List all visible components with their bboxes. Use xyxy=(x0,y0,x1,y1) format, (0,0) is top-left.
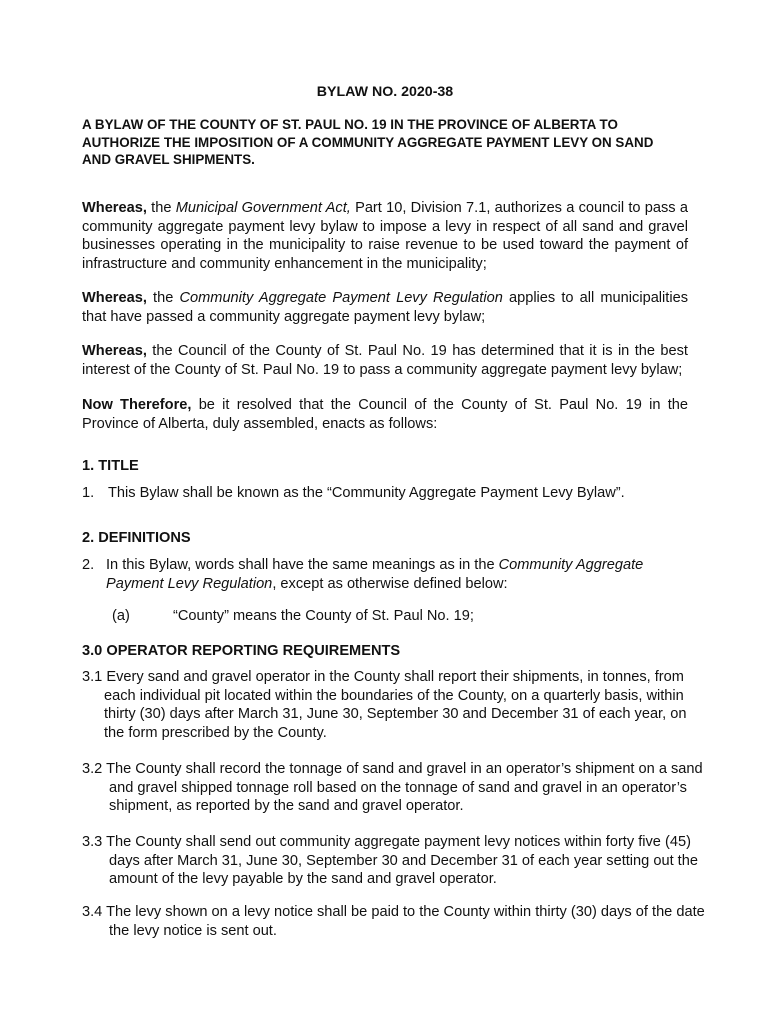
section-2-item xyxy=(82,556,672,593)
definition-a xyxy=(112,608,474,624)
recital-1-text: Part 10, Division 7.1, authorizes a council to pass a community aggregate payment levy bylaw to impose a levy in respect of all sand and gravel businesses operating in the municipality to raise revenue to be used toward the payment of infrastructure and community enhancement in the municipality; xyxy=(82,200,688,272)
recital-2 xyxy=(82,289,688,326)
section-2-heading: 2. DEFINITIONS xyxy=(82,530,191,546)
section-2-text xyxy=(106,556,672,593)
recital-2-pre: the xyxy=(146,290,180,306)
definition-a-text: “County” means the County of St. Paul No. 19; xyxy=(173,608,474,624)
section-3-4: 3.4 The levy shown on a levy notice shall be paid to the County within thirty (30) days of the date the levy notice is sent out. xyxy=(82,904,705,939)
section-2-pre: In this Bylaw, words shall have the same meanings as in the xyxy=(106,557,499,573)
recital-4-lead: Now Therefore, xyxy=(82,397,192,413)
recital-1 xyxy=(82,199,688,273)
section-1-text: This Bylaw shall be known as the “Community Aggregate Payment Levy Bylaw”. xyxy=(108,485,625,501)
recital-4 xyxy=(82,396,688,433)
recital-3-text: the Council of the County of St. Paul No. 19 has determined that it is in the best interest of the County of St. Paul No. 19 to pass a community aggregate payment levy bylaw; xyxy=(82,343,688,378)
section-2-regulation: Community Aggregate Payment Levy Regulation xyxy=(106,557,644,592)
section-3-heading: 3.0 OPERATOR REPORTING REQUIREMENTS xyxy=(82,643,401,659)
recital-1-act: Municipal Government Act, xyxy=(175,200,351,216)
definition-a-label: (a) xyxy=(112,608,130,624)
section-1-item xyxy=(82,484,692,503)
recital-2-regulation: Community Aggregate Payment Levy Regulation xyxy=(179,290,503,306)
section-2-post: , except as otherwise defined below: xyxy=(272,575,508,592)
section-1-heading: 1. TITLE xyxy=(82,458,139,474)
bylaw-subtitle: A BYLAW OF THE COUNTY OF ST. PAUL NO. 19 IN THE PROVINCE OF ALBERTA TO AUTHORIZE THE IMPOSITION OF A COMMUNITY AGGREGATE PAYMENT LEVY ON SAND AND GRAVEL SHIPMENTS. xyxy=(82,117,654,168)
section-1-number: 1. xyxy=(82,485,95,501)
bylaw-title: BYLAW NO. 2020-38 xyxy=(316,84,454,100)
section-3-2: 3.2 The County shall record the tonnage of sand and gravel in an operator’s shipment on a sand and gravel shipped tonnage roll based on the tonnage of sand and gravel in an operator’s shipment, as reported by the sand and gravel operator. xyxy=(82,761,703,815)
recital-1-lead: Whereas, xyxy=(82,200,147,216)
recital-3 xyxy=(82,342,688,379)
section-3-1: 3.1 Every sand and gravel operator in the County shall report their shipments, in tonnes, from each individual pit located within the boundaries of the County, on a quarterly basis, within thirty (30) days after March 31, June 30, September 30 and December 31 of each year, on the form prescribed by the County. xyxy=(82,669,687,741)
recital-3-lead: Whereas, xyxy=(82,343,147,359)
recital-1-pre: the xyxy=(146,200,176,216)
recital-4-text: be it resolved that the Council of the County of St. Paul No. 19 in the Province of Alberta, duly assembled, enacts as follows: xyxy=(82,397,689,432)
recital-2-text: applies to all municipalities that have passed a community aggregate payment levy bylaw; xyxy=(82,290,689,325)
section-3-3: 3.3 The County shall send out community aggregate payment levy notices within forty five (45) days after March 31, June 30, September 30 and December 31 of each year setting out the amount of the levy payable by the sand and gravel operator. xyxy=(82,834,698,888)
recital-2-lead: Whereas, xyxy=(82,290,147,306)
section-2-number: 2. xyxy=(82,557,95,573)
